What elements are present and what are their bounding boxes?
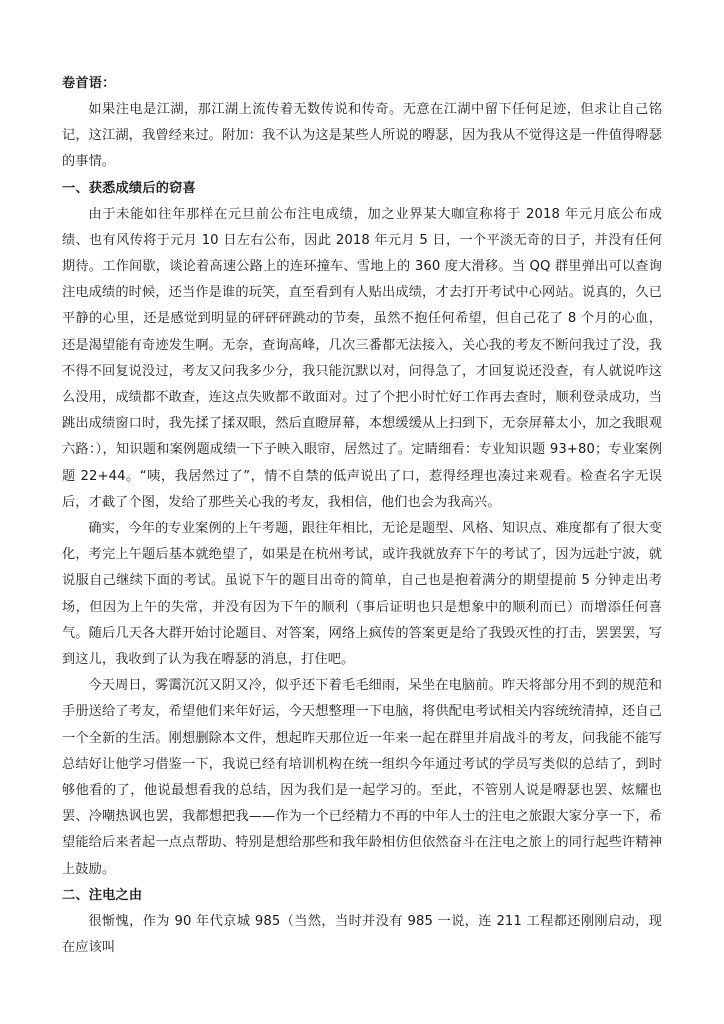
section-2-paragraph-1: 很惭愧，作为 90 年代京城 985（当然，当时并没有 985 一说，连 211 工程都还刚刚启动，现在应该叫 xyxy=(62,913,662,956)
section-1-paragraph-1: 由于未能如往年那样在元旦前公布注电成绩，加之业界某大咖宣称将于 2018 年元月底公布成绩、也有风传将于元月 10 日左右公布，因此 2018 年元月 5 日，一个平淡无奇的日子，并没有任何期待。工作间歇，谈论着高速公路上的连环撞车、雪地上的 360 度大滑移。当 QQ 群里弹出可以查询注电成绩的时候，还当作是谁的玩笑，直至看到有人贴出成绩，才去打开考试中心网站。说真的，久已平静的心里，还是感觉到明显的砰砰砰跳动的节奏，虽然不抱任何希望，但自己花了 8 个月的心血，还是渴望能有奇迹发生啊。无奈，查询高峰，几次三番都无法接入，关心我的考友不断问我过了没，我不得不回复说没过，考友又问我多少分，我只能沉默以对，问得急了，才回复说还没查，有人就说咋这么没用，成绩都不敢查，连这点失败都不敢面对。过了个把小时忙好工作再去查时，顺利登录成功，当跳出成绩窗口时，我先揉了揉双眼，然后直瞪屏幕，本想缓缓从上扫到下，无奈屏幕太小，加之我眼观六路：），知识题和案例题成绩一下子映入眼帘，居然过了。定睛细看：专业知识题 93+80；专业案例题 22+44。“咦，我居然过了”，情不自禁的低声说出了口，惹得经理也凑过来观看。检查名字无误后，才截了个图，发给了那些关心我的考友，我相信，他们也会为我高兴。 xyxy=(62,206,662,510)
section-2-title: 二、注电之由 xyxy=(62,887,143,903)
preface-title: 卷首语： xyxy=(62,76,116,91)
section-1-paragraph-3: 今天周日，雾霭沉沉又阴又冷，似乎还下着毛毛细雨，呆坐在电脑前。昨天将部分用不到的规范和手册送给了考友，希望他们来年好运，今天想整理一下电脑，将供配电考试相关内容统统清掉，还自己一个全新的生活。刚想删除本文件，想起昨天那位近一年来一起在群里并肩战斗的考友，问我能不能写总结好让他学习借鉴一下，我说已经有培训机构在统一组织今年通过考试的学员写类似的总结了，到时够他看的了，他说最想看我的总结，因为我们是一起学习的。至此，不管别人说是嘚瑟也罢、炫耀也罢、冷嘲热讽也罢，我都想把我——作为一个已经精力不再的中年人士的注电之旅跟大家分享一下，希望能给后来者起一点点帮助、特别是想给那些和我年龄相仿但依然奋斗在注电之旅上的同行起些许精神上鼓励。 xyxy=(62,678,662,877)
document-body xyxy=(62,71,662,961)
section-1-title: 一、获悉成绩后的窃喜 xyxy=(62,180,196,196)
section-1-paragraph-2: 确实，今年的专业案例的上午考题，跟往年相比，无论是题型、风格、知识点、难度都有了很大变化，考完上午题后基本就绝望了，如果是在杭州考试，或许我就放弃下午的考试了，因为远赴宁波，就说服自己继续下面的考试。虽说下午的题目出奇的简单，自己也是抱着满分的期望提前 5 分钟走出考场，但因为上午的失常，并没有因为下午的顺利（事后证明也只是想象中的顺利而已）而增添任何喜气。随后几天各大群开始讨论题目、对答案，网络上疯传的答案更是给了我毁灭性的打击，罢罢罢，写到这儿，我收到了认为我在嘚瑟的消息，打住吧。 xyxy=(62,521,662,668)
preface-paragraph: 如果注电是江湖，那江湖上流传着无数传说和传奇。无意在江湖中留下任何足迹，但求让自己铭记，这江湖，我曾经来过。附加：我不认为这是某些人所说的嘚瑟，因为我从不觉得这是一件值得嘚瑟的事情。 xyxy=(62,102,662,170)
